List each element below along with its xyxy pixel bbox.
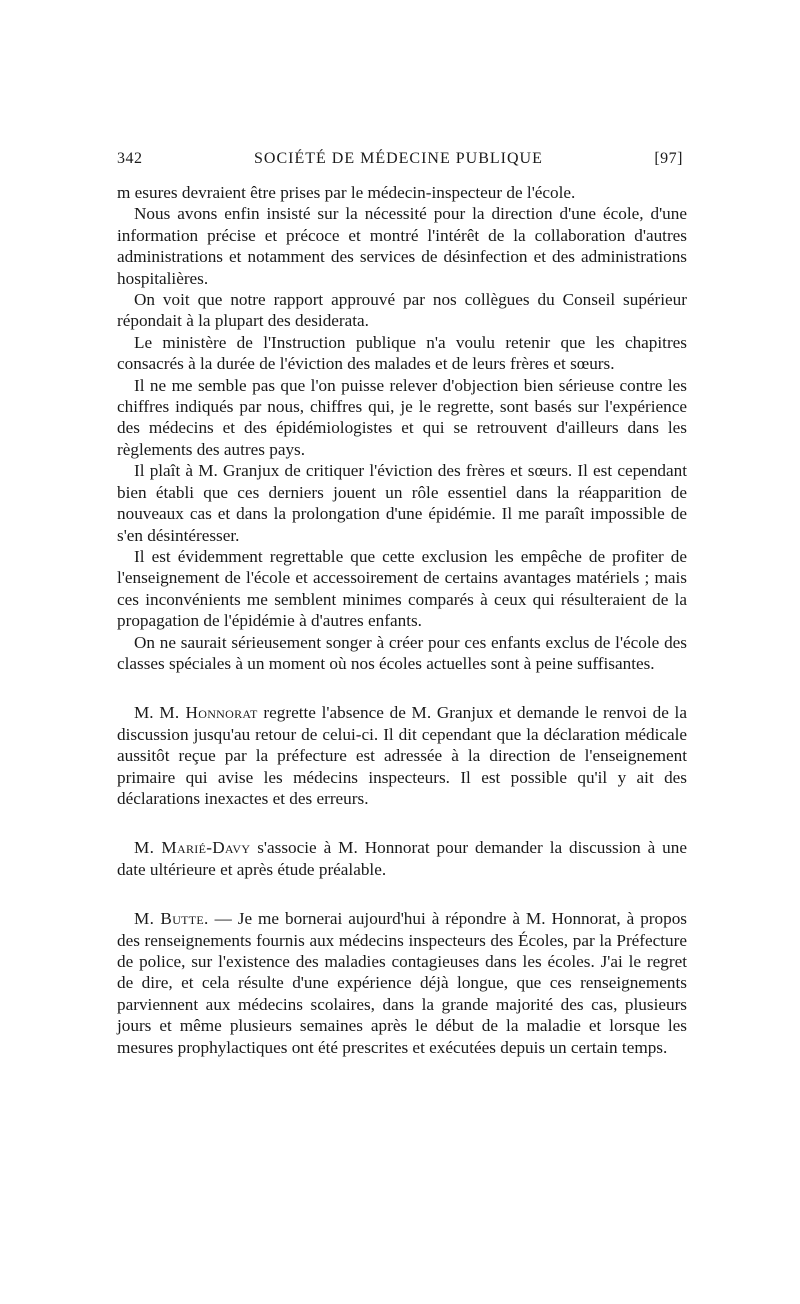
paragraph: Nous avons enfin insisté sur la nécessité pour la direction d'une école, d'une information précise et précoce et montré l'intérêt de la collaboration d'autres administrations et notamment des services de désinfection et des administrations hospitalières. — [117, 204, 687, 288]
running-header — [117, 150, 683, 168]
paragraph: Le ministère de l'Instruction publique n'a voulu retenir que les chapitres consacrés à la durée de l'éviction des malades et de leurs frères et sœurs. — [117, 332, 687, 374]
speaker-name: M. Honnorat — [159, 703, 258, 723]
paragraph: On ne saurait sérieusement songer à créer pour ces enfants exclus de l'école des classes spéciales à un moment où nos écoles actuelles sont à peine suffisantes. — [117, 632, 687, 673]
speech-prefix: M. — [134, 703, 160, 723]
speech-text: regrette l'absence de M. Granjux et demande le renvoi de la discussion jusqu'au retour de celui-ci. Il dit cependant que la déclaration médicale aussitôt reçue par la préfecture est adressée à la direction de l'enseignement primaire qui avise les médecins inspecteurs. Il est possible qu'il y ait des déclarations inexactes et des erreurs. — [117, 703, 687, 808]
speech-honnorat — [117, 702, 687, 809]
paragraph: On voit que notre rapport approuvé par nos collègues du Conseil supérieur répondait à la plupart des desiderata. — [117, 290, 687, 331]
speech-text: — Je me bornerai aujourd'hui à répondre à M. Honnorat, à propos des renseignements fournis aux médecins inspecteurs des Écoles, par la Préfecture de police, sur l'existence des maladies contagieuses dans les écoles. J'ai le regret de dire, et cela résulte d'une expérience déjà longue, que ces renseignements parviennent aux médecins scolaires, dans la grande majorité des cas, plusieurs jours et même plusieurs semaines après le début de la maladie et lorsque les mesures prophylactiques ont été prescrites et exécutées depuis un certain temps. — [117, 909, 687, 1057]
speaker-name: M. Marié-Davy — [134, 838, 251, 858]
speech-butte — [117, 908, 687, 1058]
paragraph: Il ne me semble pas que l'on puisse relever d'objection bien sérieuse contre les chiffres indiqués par nous, chiffres qui, je le regrette, sont basés sur l'expérience des médecins et des épidémiologistes et qui se retrouvent d'ailleurs dans les règlements des autres pays. — [117, 375, 687, 459]
page-number: 342 — [117, 150, 143, 167]
issue-number: [97] — [654, 150, 683, 167]
paragraph: Il plaît à M. Granjux de critiquer l'éviction des frères et sœurs. Il est cependant bien établi que ces derniers jouent un rôle essentiel dans la réapparition de nouveaux cas et dans la prolongation d'une épidémie. Il me paraît impossible de s'en désintéresser. — [117, 461, 687, 545]
body-text — [117, 182, 687, 1058]
paragraph: Il est évidemment regrettable que cette exclusion les empêche de profiter de l'enseignement de l'école et accessoirement de certains avantages matériels ; mais ces inconvénients me semblent minimes comparés à ceux qui résulteraient de la propagation de l'épidémie à d'autres enfants. — [117, 546, 687, 631]
paragraph-continuation: m esures devraient être prises par le médecin-inspecteur de l'école. — [117, 183, 576, 202]
running-title: SOCIÉTÉ DE MÉDECINE PUBLIQUE — [253, 150, 543, 167]
speaker-name: M. Butte. — [134, 909, 209, 929]
speech-marie-davy — [117, 837, 687, 880]
speech-text: s'associe à M. Honnorat pour demander la discussion à une date ultérieure et après étude préalable. — [117, 838, 687, 879]
